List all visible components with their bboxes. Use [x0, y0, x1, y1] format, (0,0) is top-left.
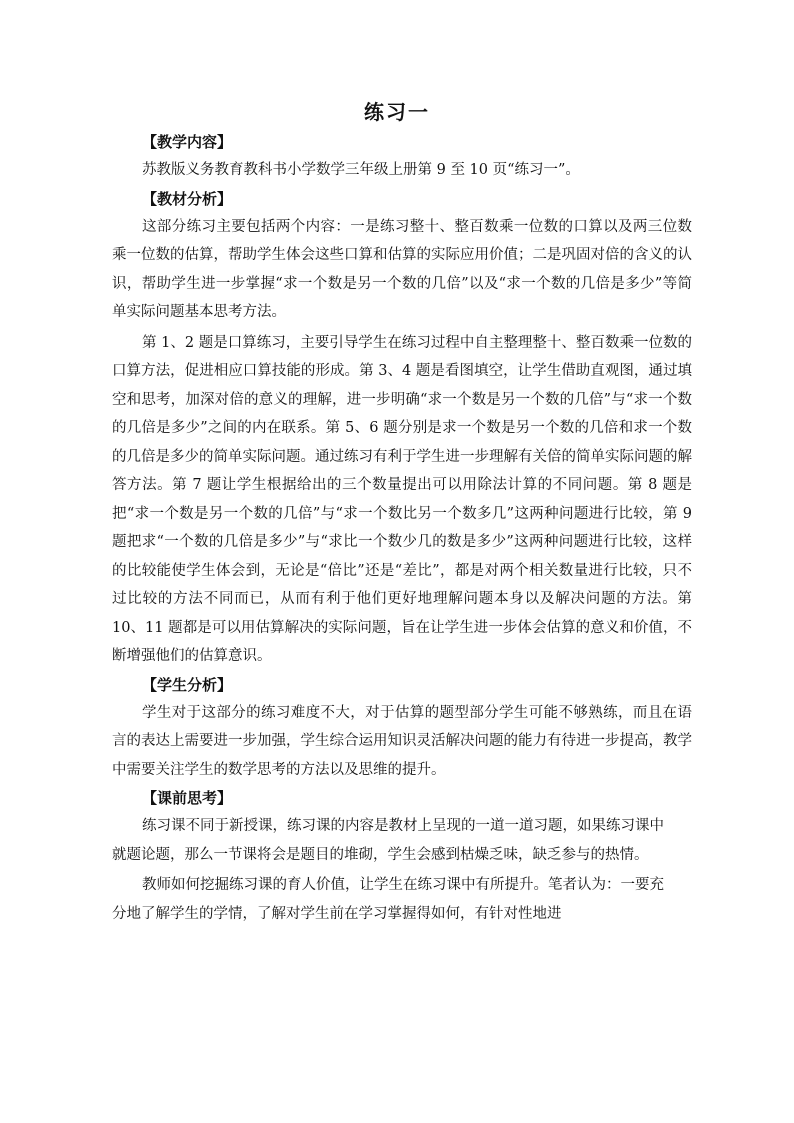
paragraph-material-analysis-2: 第 1、2 题是口算练习，主要引导学生在练习过程中自主整理整十、整百数乘一位数的口算方法，促进相应口算技能的形成。第 3、4 题是看图填空，让学生借助直观图，通过填空和思考，加深对倍的意义的理解，进一步明确“求一个数是另一个数的几倍”与“求一个数的几倍是多少”之间的内在联系。第 5、6 题分别是求一个数是另一个数的几倍和求一个数的几倍是多少的简单实际问题。通过练习有利于学生进一步理解有关倍的简单实际问题的解答方法。第 7 题让学生根据给出的三个数量提出可以用除法计算的不同问题。第 8 题是把“求一个数是另一个数的几倍”与“求一个数比另一个数多几”这两种问题进行比较，第 9 题把求“一个数的几倍是多少”与“求比一个数少几的数是多少”这两种问题进行比较，这样的比较能使学生体会到，无论是“倍比”还是“差比”，都是对两个相关数量进行比较，只不过比较的方法不同而已，从而有利于他们更好地理解问题本身以及解决问题的方法。第 10、11 题都是可以用估算解决的实际问题，旨在让学生进一步体会估算的意义和价值，不断增强他们的估算意识。 — [112, 334, 692, 664]
paragraph-material-analysis-1: 这部分练习主要包括两个内容：一是练习整十、整百数乘一位数的口算以及两三位数乘一位数的估算，帮助学生体会这些口算和估算的实际应用价值；二是巩固对倍的含义的认识，帮助学生进一步掌握“求一个数是另一个数的几倍”以及“求一个数的几倍是多少”等简单实际问题基本思考方法。 — [112, 218, 692, 320]
paragraph-student-analysis: 学生对于这部分的练习难度不大，对于估算的题型部分学生可能不够熟练，而且在语言的表达上需要进一步加强，学生综合运用知识灵活解决问题的能力有待进一步提高，教学中需要关注学生的数学思考的方法以及思维的提升。 — [112, 704, 692, 778]
paragraph-teaching-content: 苏教版义务教育教科书小学数学三年级上册第 9 至 10 页“练习一”。 — [142, 162, 580, 178]
heading-material-analysis: 【教材分析】 — [142, 189, 233, 208]
heading-student-analysis: 【学生分析】 — [142, 675, 233, 694]
document-body — [112, 128, 692, 928]
heading-pre-class-thinking: 【课前思考】 — [142, 789, 233, 807]
document-title: 练习一 — [364, 100, 430, 124]
heading-teaching-content: 【教学内容】 — [142, 133, 233, 151]
paragraph-pre-class-thinking-1: 练习课不同于新授课，练习课的内容是教材上呈现的一道一道习题，如果练习课中就题论题，那么一节课将会是题目的堆砌，学生会感到枯燥乏味，缺乏参与的热情。 — [112, 818, 664, 863]
paragraph-pre-class-thinking-2: 教师如何挖掘练习课的育人价值，让学生在练习课中有所提升。笔者认为：一要充分地了解学生的学情，了解对学生前在学习掌握得如何，有针对性地进 — [112, 877, 664, 922]
